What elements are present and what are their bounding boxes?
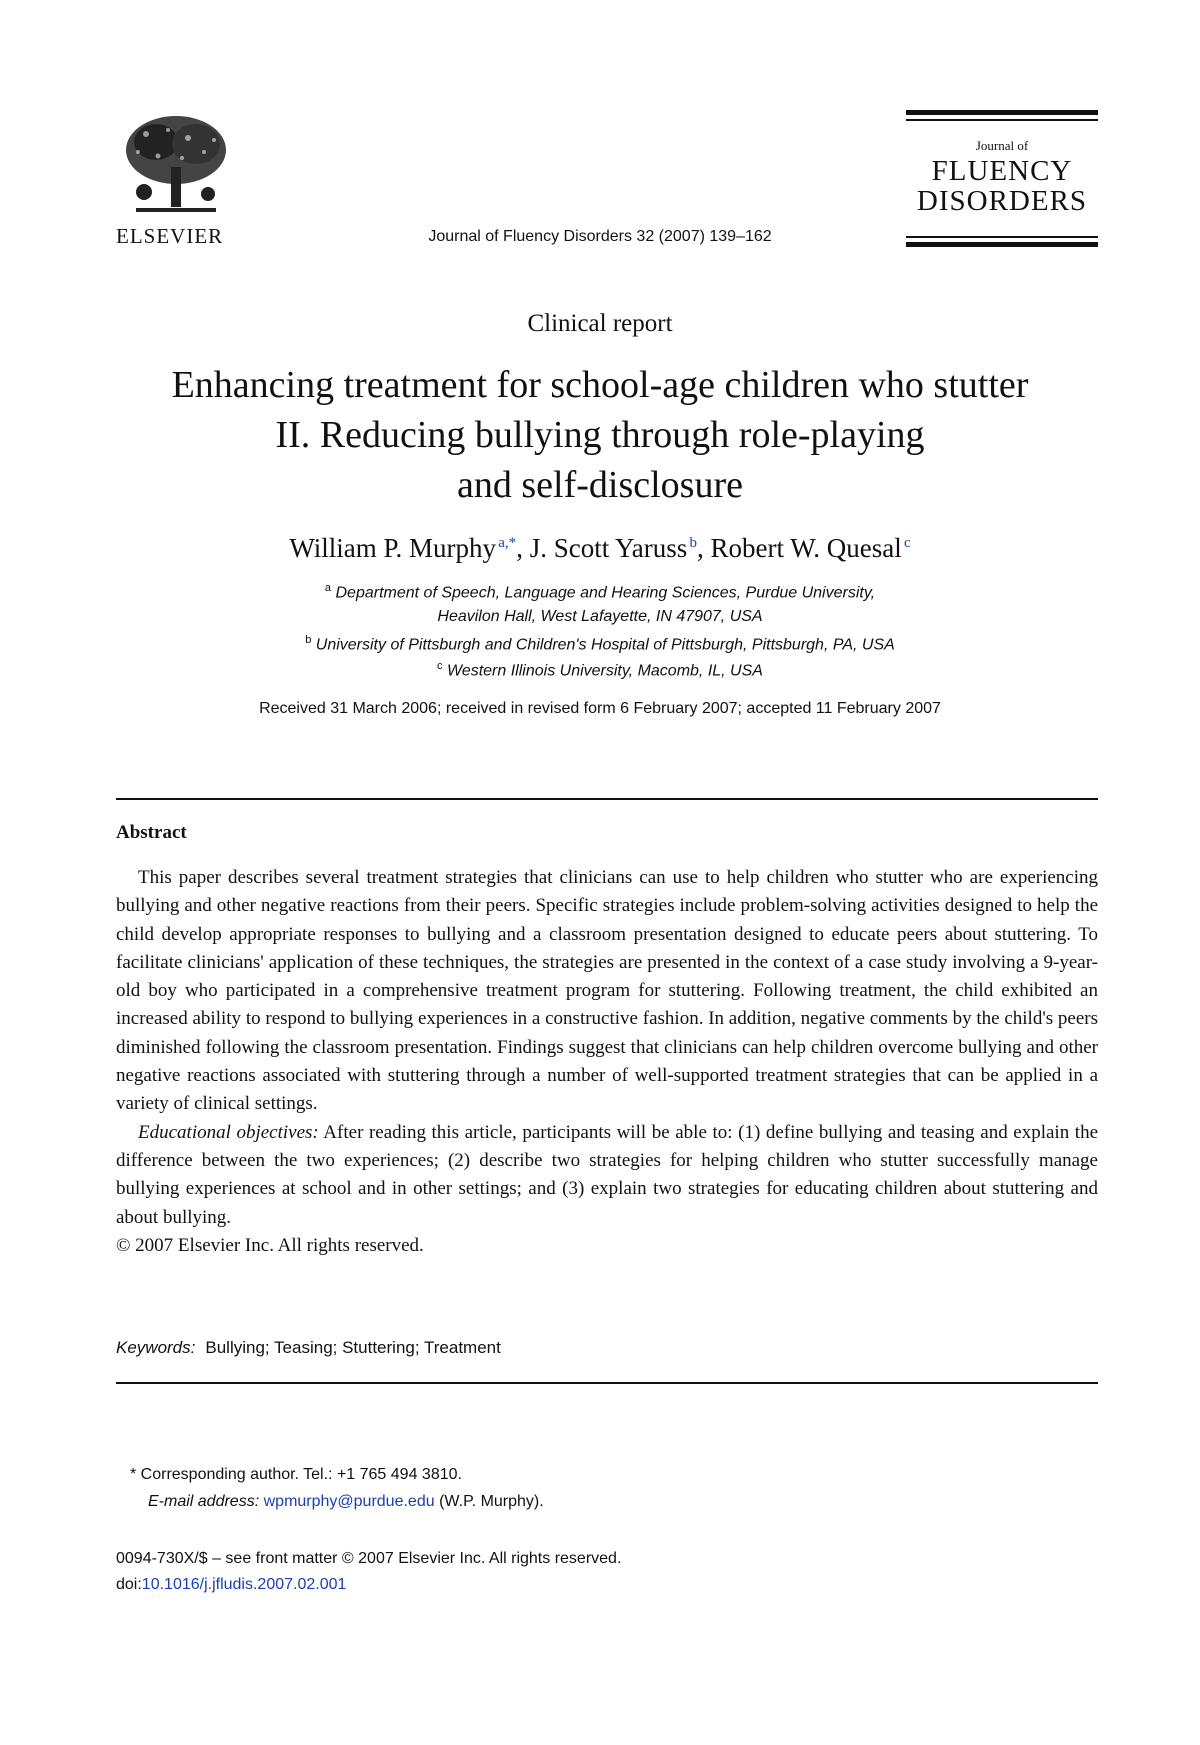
doi-link[interactable]: 10.1016/j.jfludis.2007.02.001 bbox=[141, 1576, 347, 1593]
publisher-name: ELSEVIER bbox=[116, 224, 224, 248]
author-name: J. Scott Yaruss bbox=[529, 533, 688, 563]
affiliation: $^b$ University of Pittsburgh and Children's Hospital of Pittsburgh, Pittsburgh, PA, USA bbox=[305, 634, 895, 654]
issn-line: 0094-730X/$ – see front matter © 2007 Elsevier Inc. All rights reserved. bbox=[116, 1550, 622, 1567]
email-suffix: (W.P. Murphy). bbox=[434, 1493, 544, 1510]
article-title bbox=[60, 360, 1140, 510]
article-type: Clinical report bbox=[527, 310, 673, 337]
elsevier-tree-icon bbox=[116, 112, 236, 224]
abstract-objectives bbox=[116, 1119, 1098, 1232]
abstract-paragraph: This paper describes several treatment strategies that clinicians can use to help children who stutter who are experiencing bullying and other negative reactions from their peers. Specific strategies include problem-solving activities designed to help the child develop appropriate responses to bullying and a classroom presentation designed to educate peers about stuttering. To facilitate clinicians' application of these techniques, the strategies are presented in the context of a case study involving a 9-year-old boy who participated in a comprehensive treatment program for stuttering. Following treatment, the child exhibited an increased ability to respond to bullying experiences in a constructive fashion. In addition, negative comments by the child's peers diminished following the classroom presentation. Findings suggest that clinicians can help children overcome bullying and other negative reactions associated with stuttering through a number of well-supported treatment strategies that can be applied in a variety of clinical settings. bbox=[116, 867, 1098, 1115]
journal-logo-line2: DISORDERS bbox=[916, 185, 1088, 217]
author-name: Robert W. Quesal bbox=[710, 533, 902, 563]
abstract-heading: Abstract bbox=[116, 822, 187, 843]
article-dates: Received 31 March 2006; received in revised form 6 February 2007; accepted 11 February 2007 bbox=[259, 700, 941, 717]
divider bbox=[116, 1382, 1098, 1384]
affiliation: $^a$ Department of Speech, Language and Hearing Sciences, Purdue University, bbox=[324, 582, 876, 602]
title-line: II. Reducing bullying through role-playing bbox=[275, 414, 925, 456]
author-affiliation-link[interactable]: b bbox=[689, 535, 697, 551]
divider bbox=[116, 798, 1098, 800]
author-affiliation-link[interactable]: a,* bbox=[498, 535, 517, 551]
email-link[interactable]: wpmurphy@purdue.edu bbox=[263, 1493, 435, 1510]
email-note bbox=[148, 1493, 544, 1511]
journal-logo bbox=[906, 110, 1098, 248]
title-line: Enhancing treatment for school-age children who stutter bbox=[171, 364, 1029, 406]
title-line: and self-disclosure bbox=[457, 464, 743, 506]
doi-label: doi: bbox=[116, 1576, 142, 1593]
keywords-label: Keywords: bbox=[116, 1338, 196, 1357]
author-list: William P. Murphy $^{a,*}$, J. Scott Yaruss $^b$, Robert W. Quesal $^c$ bbox=[289, 533, 911, 563]
email-label: E-mail address: bbox=[148, 1493, 260, 1510]
affiliation: Heavilon Hall, West Lafayette, IN 47907, USA bbox=[437, 608, 763, 625]
corresponding-author-note: * Corresponding author. Tel.: +1 765 494 3810. bbox=[130, 1466, 462, 1483]
keywords bbox=[116, 1338, 501, 1358]
journal-reference: Journal of Fluency Disorders 32 (2007) 139–162 bbox=[428, 228, 772, 245]
objectives-label: Educational objectives: bbox=[138, 1121, 319, 1143]
doi-line bbox=[116, 1576, 346, 1594]
objectives-text: After reading this article, participants will be able to: (1) define bullying and teasing and explain the difference between the two experiences; (2) describe two strategies for helping children who stutter successfully manage bullying experiences at school and in other settings; and (3) explain two strategies for educating children about stuttering and about bullying. bbox=[116, 1121, 1098, 1228]
affiliation: $^c$ Western Illinois University, Macomb, IL, USA bbox=[437, 660, 763, 680]
journal-logo-line1: FLUENCY bbox=[931, 155, 1073, 187]
author-affiliation-link[interactable]: c bbox=[904, 535, 911, 551]
journal-logo-small: Journal of bbox=[975, 138, 1029, 153]
abstract-body bbox=[116, 864, 1098, 1260]
keywords-list: Bullying; Teasing; Stuttering; Treatment bbox=[205, 1338, 501, 1357]
abstract-copyright: © 2007 Elsevier Inc. All rights reserved. bbox=[116, 1234, 424, 1256]
author-name: William P. Murphy bbox=[289, 533, 496, 563]
